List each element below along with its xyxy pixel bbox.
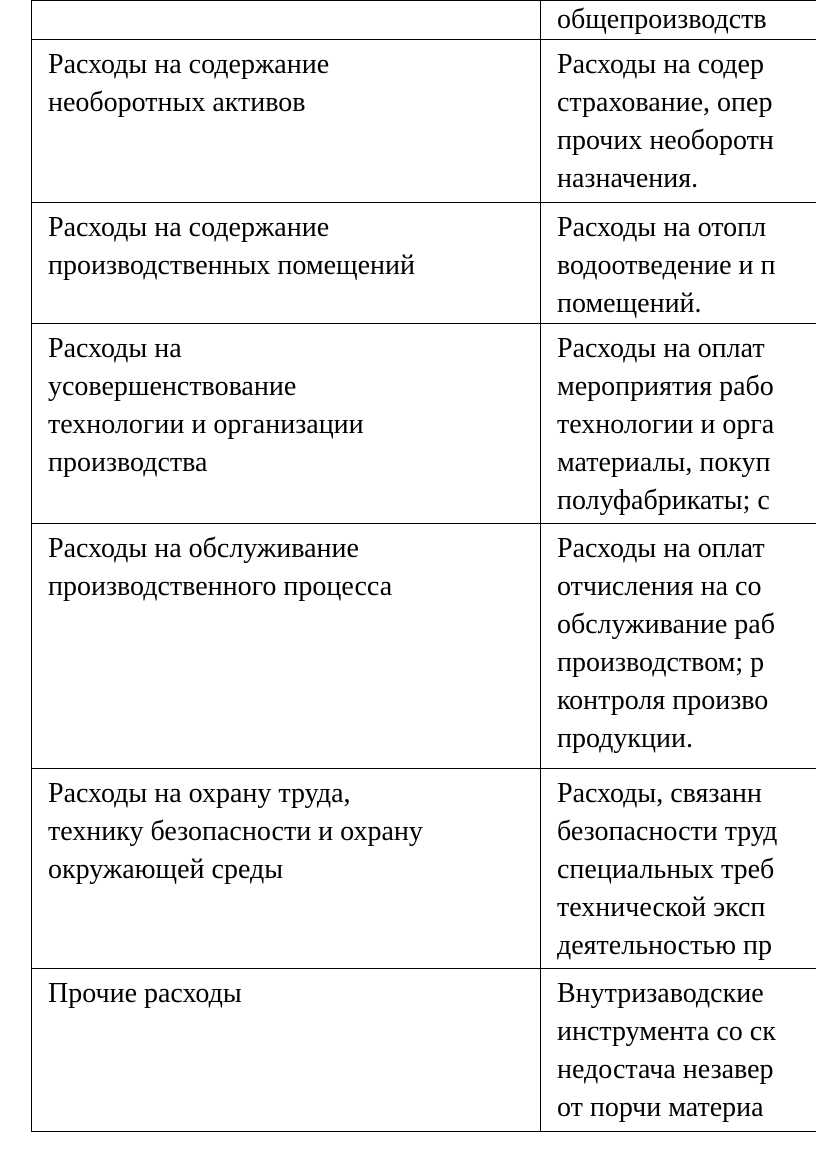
table-row <box>32 203 816 324</box>
description-line: страхование, опер <box>557 87 773 118</box>
category-line: производственных помещений <box>48 250 415 281</box>
category-line: усовершенствование <box>48 371 297 402</box>
table-row <box>32 969 816 1132</box>
description-line: материалы, покуп <box>557 447 771 478</box>
description-line: прочих необоротн <box>557 125 774 156</box>
table-row <box>32 324 816 524</box>
table-row <box>32 40 816 203</box>
category-line: технику безопасности и охрану <box>48 816 423 847</box>
expense-category-cell <box>32 969 541 1132</box>
expense-description-cell <box>541 40 816 203</box>
category-line: Расходы на содержание <box>48 212 330 243</box>
description-line: назначения. <box>557 163 699 194</box>
category-line: Расходы на обслуживание <box>48 533 359 564</box>
description-line: мероприятия рабо <box>557 371 774 402</box>
description-line: Расходы на отопл <box>557 212 767 243</box>
description-line: Расходы на содер <box>557 49 764 80</box>
description-line: инструмента со ск <box>557 1016 776 1047</box>
expense-description-cell <box>541 1 816 40</box>
expense-description-cell <box>541 203 816 324</box>
expense-category-cell <box>32 769 541 969</box>
description-line: Расходы, связанн <box>557 778 762 809</box>
expense-category-cell <box>32 203 541 324</box>
description-line: обслуживание раб <box>557 609 775 640</box>
category-line: производства <box>48 447 208 478</box>
description-line: полуфабрикаты; с <box>557 485 770 516</box>
category-line: Расходы на <box>48 333 182 364</box>
expense-description-cell <box>541 524 816 769</box>
description-line: производством; р <box>557 647 765 678</box>
description-line: Внутризаводские <box>557 978 764 1009</box>
description-line: недостача незавер <box>557 1054 774 1085</box>
expense-table <box>31 0 816 1132</box>
description-line: деятельностью пр <box>557 930 772 961</box>
description-line: Расходы на оплат <box>557 333 765 364</box>
description-line: отчисления на со <box>557 571 762 602</box>
expense-category-cell <box>32 1 541 40</box>
description-line: контроля произво <box>557 685 769 716</box>
category-line: Расходы на охрану труда, <box>48 778 351 809</box>
table-row <box>32 524 816 769</box>
expense-description-cell <box>541 969 816 1132</box>
description-line: общепроизводств <box>557 4 767 35</box>
expense-category-cell <box>32 524 541 769</box>
description-line: от порчи материа <box>557 1092 764 1123</box>
table-row <box>32 769 816 969</box>
category-line: окружающей среды <box>48 854 284 885</box>
expense-description-cell <box>541 769 816 969</box>
description-line: технической эксп <box>557 892 766 923</box>
description-line: Расходы на оплат <box>557 533 765 564</box>
expense-category-cell <box>32 324 541 524</box>
expense-category-cell <box>32 40 541 203</box>
table-row <box>32 1 816 40</box>
category-line: технологии и организации <box>48 409 364 440</box>
description-line: помещений. <box>557 288 702 319</box>
description-line: продукции. <box>557 723 693 754</box>
description-line: специальных треб <box>557 854 775 885</box>
category-line: Расходы на содержание <box>48 49 330 80</box>
expense-description-cell <box>541 324 816 524</box>
category-line: Прочие расходы <box>48 978 242 1009</box>
category-line: производственного процесса <box>48 571 393 602</box>
description-line: технологии и орга <box>557 409 775 440</box>
description-line: водоотведение и п <box>557 250 776 281</box>
description-line: безопасности труд <box>557 816 778 847</box>
category-line: необоротных активов <box>48 87 306 118</box>
